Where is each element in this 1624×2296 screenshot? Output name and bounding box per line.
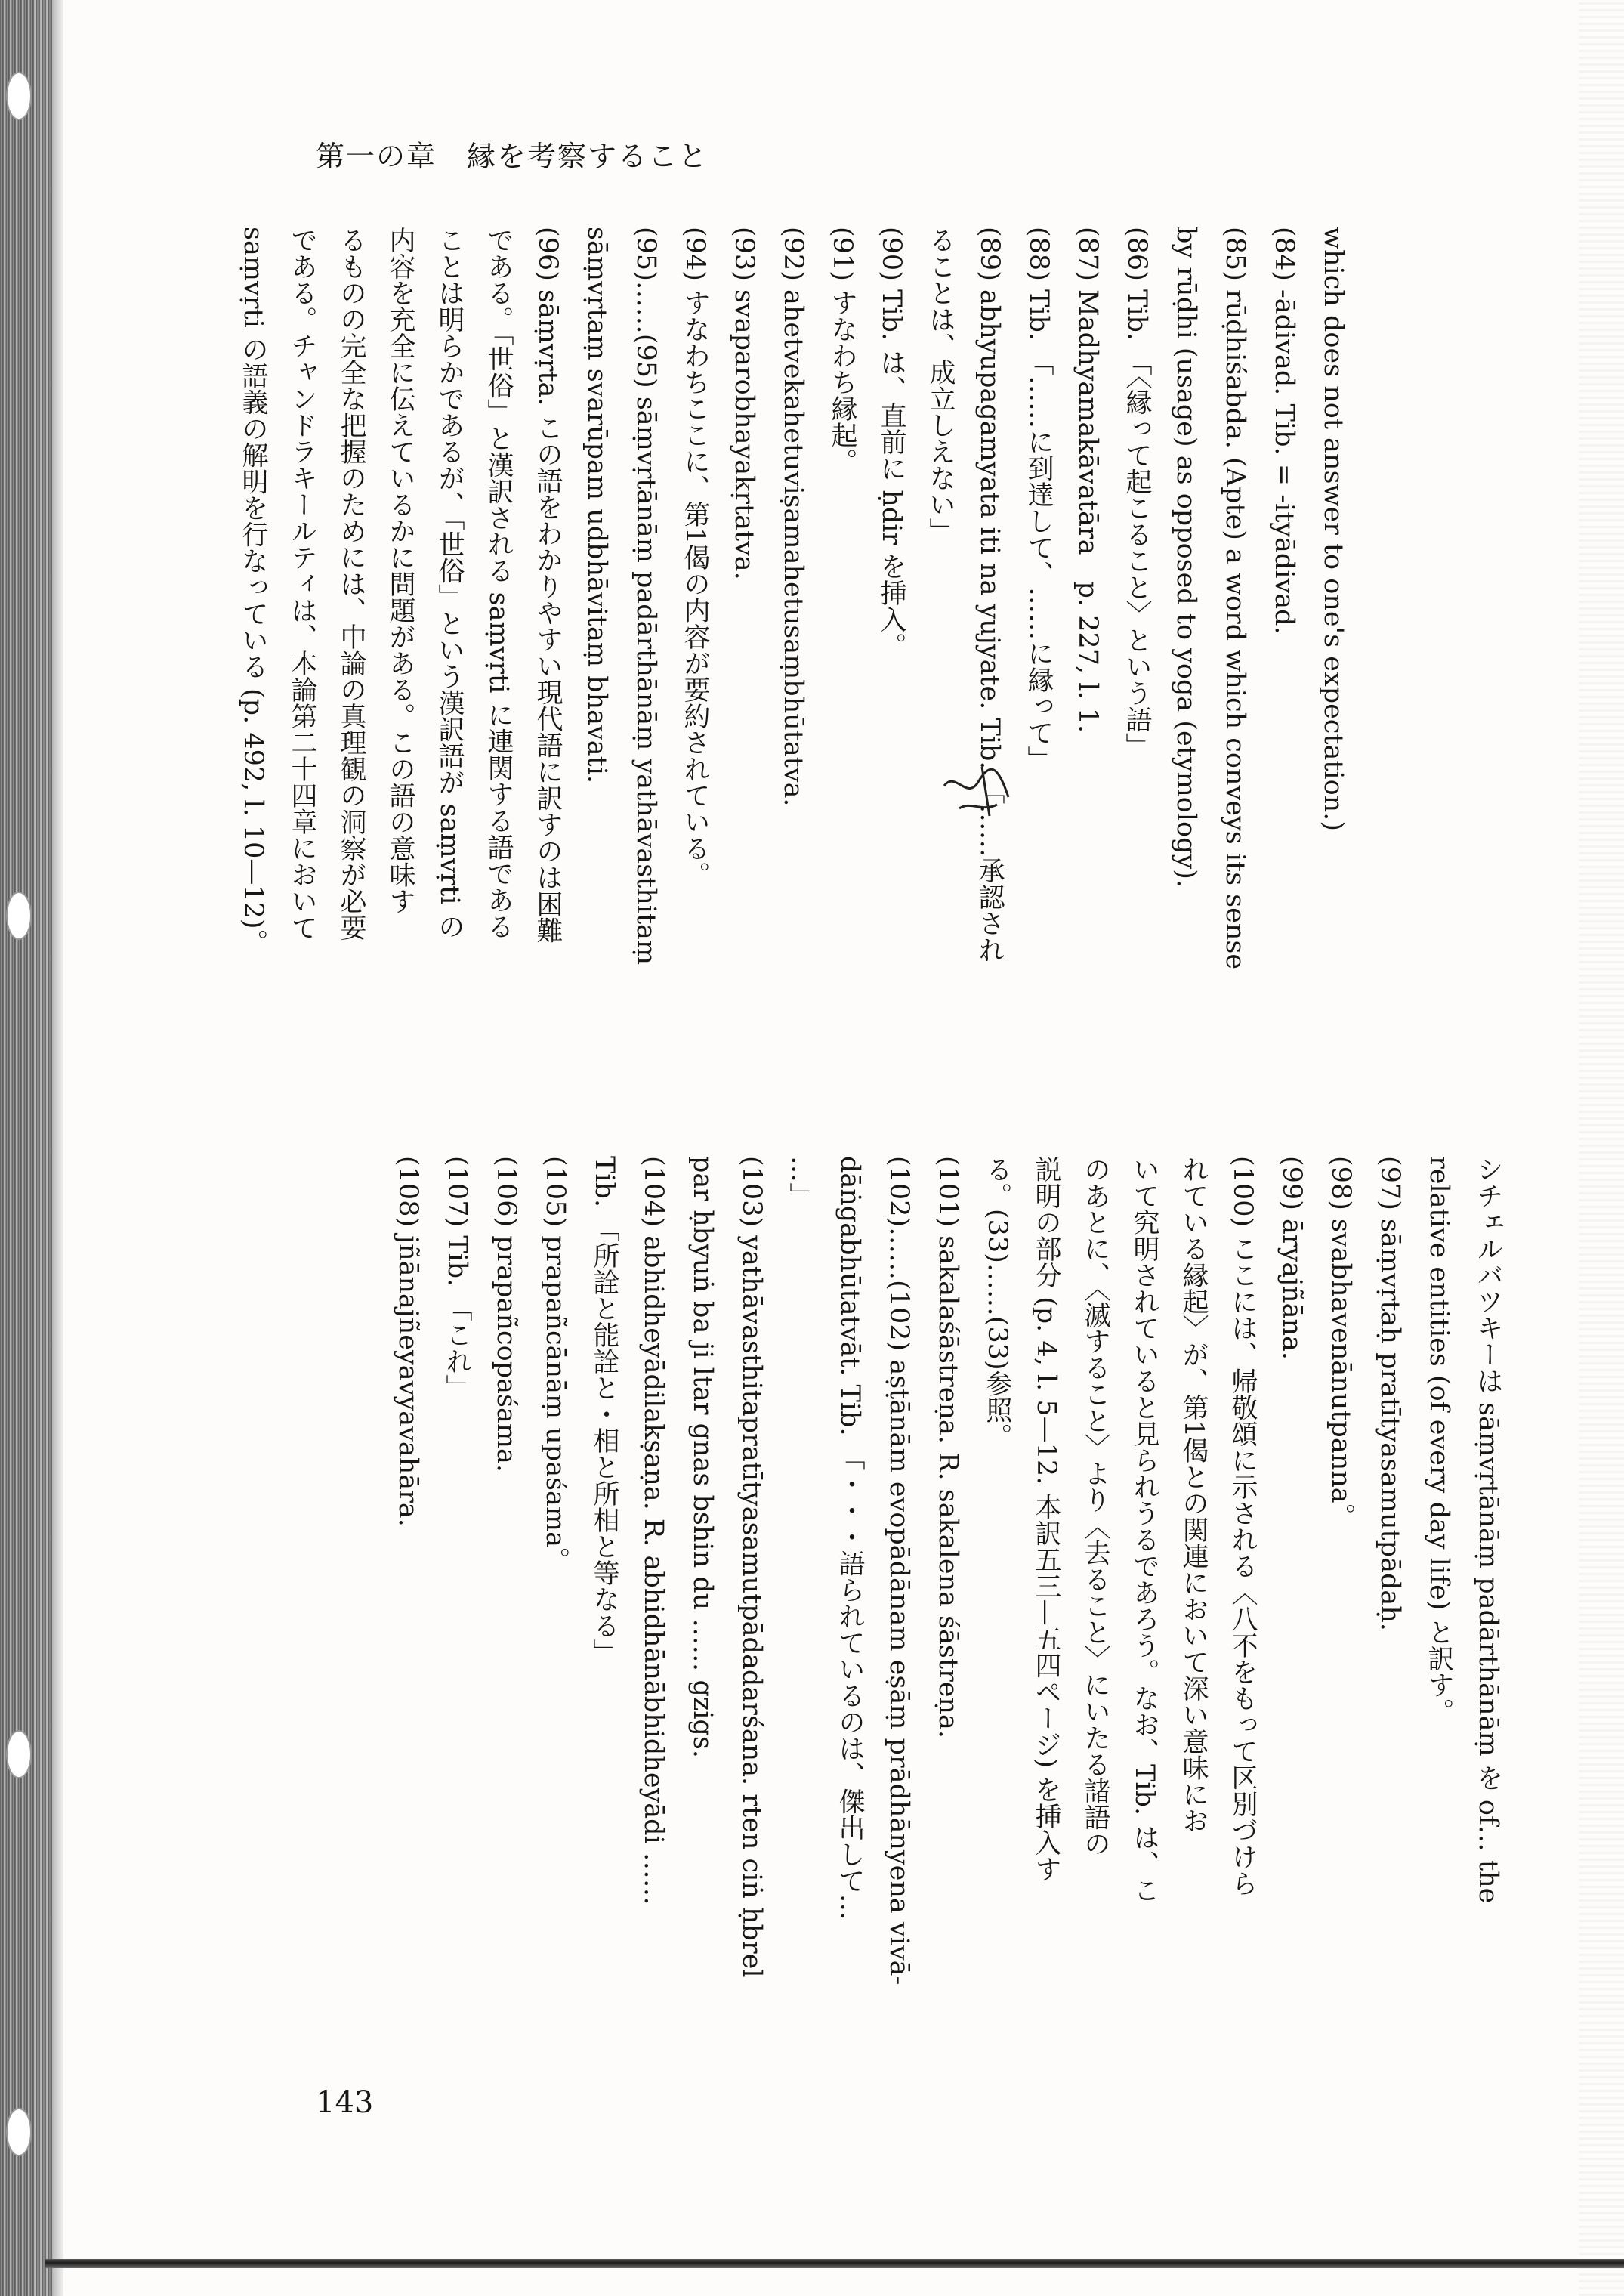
page-gutter [1579, 0, 1624, 2296]
note-line: (104) abhidheyādilakṣaṇa. R. abhidhānābhidheyādi …… [638, 1156, 668, 1905]
note-line: Tib. 「所詮と能詮と・相と所相と等なる」 [589, 1156, 619, 1666]
note-line: (98) svabhavenānutpanna。 [1326, 1156, 1356, 1530]
note-line: ることは、成立しえない」 [925, 227, 956, 544]
note-line: (106) prapañcopaśama. [491, 1156, 521, 1473]
note-line: (87) Madhyamakāvatāra p. 227, l. 1. [1073, 227, 1103, 734]
note-line: である。チャンドラキールティは、本論第二十四章において [287, 227, 317, 941]
note-line: relative entities (of every day life) と訳す。 [1424, 1156, 1454, 1725]
note-line: である。「世俗」と漢訳される saṃvṛti に連関する語である [483, 227, 514, 940]
note-line: (84) -ādivad. Tib. = -ityādivad. [1269, 227, 1299, 635]
handwritten-mark-icon [937, 756, 1020, 824]
note-line: (86) Tib. 「〈縁って起こること〉という語」 [1122, 227, 1152, 759]
punch-hole [6, 2108, 32, 2156]
note-line: (92) ahetvekahetuviṣamahetusaṃbhūtatva. [778, 227, 808, 807]
note-line: (102)……(102) aṣṭānām evopādānam eṣāṃ prādhānyena vivā- [884, 1156, 914, 1985]
punch-hole [6, 72, 32, 120]
note-line: (107) Tib. 「これ」 [442, 1156, 472, 1401]
note-line: saṃvṛti の語義の解明を行なっている (p. 492, l. 10—12)。 [238, 227, 268, 956]
note-line: par ḥbyuṅ ba ji ltar gnas bshin du …… gzigs. [687, 1156, 718, 1759]
note-line: (99) āryajñāna. [1277, 1156, 1307, 1361]
note-line: (105) prapañcānāṃ upaśama。 [540, 1156, 570, 1574]
binding-edge [53, 0, 63, 2296]
note-line: sāṃvṛtaṃ svarūpam udbhāvitaṃ bhavati. [582, 227, 612, 784]
running-head: 第一の章 縁を考察すること [316, 140, 709, 173]
note-line: by rūḍhi (usage) as opposed to yoga (etymology). [1171, 227, 1201, 888]
punch-hole [6, 1730, 32, 1778]
bottom-edge-rule [45, 2259, 1624, 2268]
note-line: (88) Tib. 「……に到達して、……に縁って」 [1023, 227, 1054, 773]
note-line: (94) すなわちここに、第1偈の内容が要約されている。 [680, 227, 710, 888]
note-line: シチェルバツキーは sāṃvṛtānāṃ padārthānāṃ を of… the [1473, 1156, 1503, 1904]
note-line: 内容を充全に伝えているかに問題がある。この語の意味す [385, 227, 415, 914]
notes-block-left [238, 227, 1357, 1315]
note-line: 説明の部分 (p. 4, l. 5—12. 本訳五三—五四ページ) を挿入す [1031, 1156, 1061, 1883]
note-line: (100) ここには、帰敬頌に示される〈八不をもって区別づけら [1227, 1156, 1258, 1897]
note-line: …」 [786, 1156, 816, 1209]
page-number: 143 [316, 2085, 374, 2120]
note-line: (90) Tib. は、直前に ḥdir を挿入。 [876, 227, 906, 660]
notes-block-right [281, 1156, 1512, 2047]
note-line: (101) sakalaśāstreṇa. R. sakalena śāstreṇa. [933, 1156, 963, 1738]
note-line: dāṅgabhūtatvāt. Tib. 「・・・語られているのは、傑出して… [835, 1156, 865, 1921]
note-line: (93) svaparobhayakṛtatva. [729, 227, 759, 580]
punch-hole [6, 892, 32, 940]
note-line: (108) jñānajñeyavyavahāra. [393, 1156, 423, 1527]
note-line: ことは明らかであるが、「世俗」という漢訳語が saṃvṛti の [434, 227, 465, 940]
note-line: (103) yathāvasthitapratītyasamutpādadarśana. rten ciṅ ḥbrel [736, 1156, 767, 1978]
binding-strip [0, 0, 53, 2296]
note-line: (97) sāṃvṛtaḥ pratītyasamutpādaḥ. [1375, 1156, 1405, 1631]
note-line: (85) rūḍhiśabda. (Apte) a word which conveys its sense [1220, 227, 1250, 970]
note-line: のあとに、〈滅すること〉より〈去ること〉にいたる諸語の [1080, 1156, 1110, 1857]
note-line: (91) すなわち縁起。 [827, 227, 857, 474]
note-line: るものの完全な把握のためには、中論の真理観の洞察が必要 [336, 227, 366, 941]
note-line: (96) sāṃvṛta. この語をわかりやすい現代語に訳すのは困難 [533, 227, 563, 944]
note-line: いて究明されていると見られうるであろう。なお、Tib. は、こ [1129, 1156, 1159, 1904]
note-line: (95)……(95) sāṃvṛtānāṃ padārthānāṃ yathāvasthitaṃ [631, 227, 661, 966]
note-line: (89) abhyupagamyata iti na yujyate. Tib. 「……承認され [974, 227, 1005, 963]
note-line: る。(33)……(33)参照。 [982, 1156, 1012, 1450]
note-line: which does not answer to one's expectation.) [1318, 227, 1348, 831]
note-line: れている縁起〉が、第1偈との関連において深い意味にお [1178, 1156, 1209, 1834]
